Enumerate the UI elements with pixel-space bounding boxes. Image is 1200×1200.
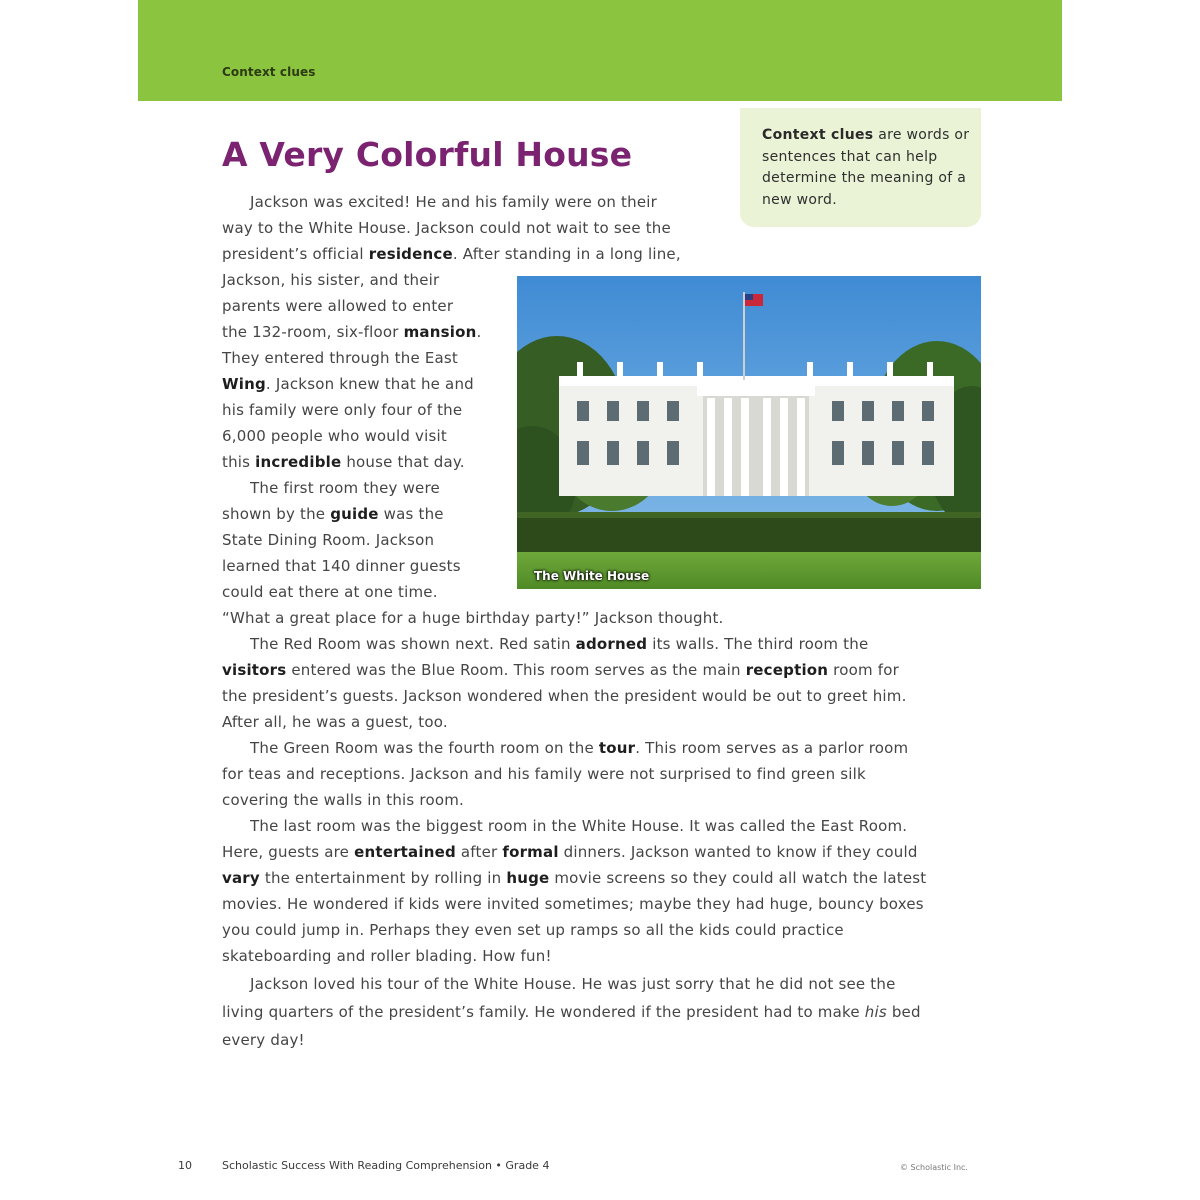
body-line (222, 868, 926, 888)
page-number: 10 (178, 1159, 192, 1172)
body-line (222, 816, 907, 836)
body-line (222, 974, 896, 994)
emphasis-word: his (864, 1003, 887, 1021)
body-line (222, 1030, 305, 1050)
context-clues-callout (740, 108, 981, 227)
body-line (222, 1002, 921, 1022)
body-line (222, 296, 453, 316)
text-run: way to the White House. Jackson could not wait to see the (222, 219, 671, 237)
text-run: . (476, 323, 482, 341)
text-run: covering the walls in this room. (222, 791, 464, 809)
body-line (222, 348, 458, 368)
text-run: could eat there at one time. (222, 583, 438, 601)
text-run: Jackson, his sister, and their (222, 271, 440, 289)
vocabulary-word: adorned (575, 635, 648, 653)
callout-definition: are words or sentences that can help determine the meaning of a new word. (762, 127, 970, 208)
vocabulary-word: visitors (222, 661, 287, 679)
text-run: The last room was the biggest room in the White House. It was called the East Room. (250, 817, 908, 835)
body-line (222, 842, 918, 862)
text-run: its walls. The third room the (647, 635, 869, 653)
white-house-photo (517, 276, 981, 589)
text-run: After all, he was a guest, too. (222, 713, 448, 731)
text-run: . After standing in a long line, (452, 245, 681, 263)
text-run: house that day. (341, 453, 465, 471)
text-run: Here, guests are (222, 843, 355, 861)
body-line (222, 634, 868, 654)
vocabulary-word: residence (368, 245, 453, 263)
body-line (222, 582, 438, 602)
body-line (222, 894, 924, 914)
text-run: his family were only four of the (222, 401, 463, 419)
text-run: this (222, 453, 256, 471)
text-run: bed (886, 1003, 921, 1021)
vocabulary-word: reception (745, 661, 829, 679)
text-run: the entertainment by rolling in (259, 869, 507, 887)
header-band (138, 0, 1062, 101)
body-line (222, 764, 866, 784)
vocabulary-word: tour (598, 739, 636, 757)
text-run: Jackson was excited! He and his family were on their (250, 193, 657, 211)
callout-term: Context clues (762, 127, 874, 143)
text-run: dinners. Jackson wanted to know if they could (558, 843, 918, 861)
text-run: after (455, 843, 503, 861)
text-run: every day! (222, 1031, 305, 1049)
body-line (222, 556, 461, 576)
body-line (222, 244, 681, 264)
body-line (222, 192, 657, 212)
body-line (222, 946, 552, 966)
book-title: Scholastic Success With Reading Comprehension • Grade 4 (222, 1159, 550, 1172)
vocabulary-word: Wing (222, 375, 266, 393)
body-line (222, 452, 465, 472)
body-line (222, 738, 908, 758)
text-run: . This room serves as a parlor room (635, 739, 909, 757)
body-line (222, 608, 724, 628)
text-run: The Green Room was the fourth room on the (250, 739, 599, 757)
text-run: you could jump in. Perhaps they even set up ramps so all the kids could practice (222, 921, 844, 939)
text-run: movies. He wondered if kids were invited sometimes; maybe they had huge, bouncy boxes (222, 895, 924, 913)
text-run: the president’s guests. Jackson wondered when the president would be out to greet him. (222, 687, 907, 705)
body-line (222, 270, 439, 290)
text-run: room for (828, 661, 899, 679)
body-line (222, 660, 899, 680)
body-line (222, 400, 462, 420)
section-label: Context clues (222, 65, 316, 79)
vocabulary-word: vary (222, 869, 260, 887)
body-line (222, 504, 444, 524)
vocabulary-word: huge (506, 869, 550, 887)
vocabulary-word: guide (330, 505, 379, 523)
text-run: living quarters of the president’s family. He wondered if the president had to make (222, 1003, 865, 1021)
vocabulary-word: mansion (403, 323, 477, 341)
body-line (222, 790, 464, 810)
body-line (222, 374, 474, 394)
body-line (222, 426, 447, 446)
body-line (222, 218, 671, 238)
text-run: Jackson loved his tour of the White House. He was just sorry that he did not see the (250, 975, 896, 993)
text-run: the 132-room, six-floor (222, 323, 404, 341)
vocabulary-word: entertained (354, 843, 456, 861)
text-run: The first room they were (250, 479, 440, 497)
text-run: “What a great place for a huge birthday party!” Jackson thought. (222, 609, 724, 627)
body-line (222, 712, 448, 732)
text-run: They entered through the East (222, 349, 459, 367)
vocabulary-word: incredible (255, 453, 342, 471)
photo-caption: The White House (534, 569, 650, 583)
text-run: The Red Room was shown next. Red satin (250, 635, 576, 653)
text-run: skateboarding and roller blading. How fun! (222, 947, 552, 965)
text-run: 6,000 people who would visit (222, 427, 447, 445)
text-run: president’s official (222, 245, 369, 263)
copyright-notice: © Scholastic Inc. (900, 1163, 968, 1172)
white-house-illustration (517, 276, 981, 589)
text-run: State Dining Room. Jackson (222, 531, 435, 549)
vocabulary-word: formal (502, 843, 559, 861)
body-line (222, 530, 434, 550)
text-run: shown by the (222, 505, 331, 523)
text-run: movie screens so they could all watch the latest (549, 869, 927, 887)
text-run: learned that 140 dinner guests (222, 557, 461, 575)
text-run: . Jackson knew that he and (265, 375, 474, 393)
body-line (222, 686, 907, 706)
text-run: parents were allowed to enter (222, 297, 454, 315)
body-line (222, 322, 481, 342)
body-line (222, 920, 844, 940)
body-line (222, 478, 440, 498)
text-run: entered was the Blue Room. This room serves as the main (286, 661, 746, 679)
article-title: A Very Colorful House (222, 135, 633, 174)
text-run: for teas and receptions. Jackson and his family were not surprised to find green silk (222, 765, 866, 783)
text-run: was the (378, 505, 444, 523)
